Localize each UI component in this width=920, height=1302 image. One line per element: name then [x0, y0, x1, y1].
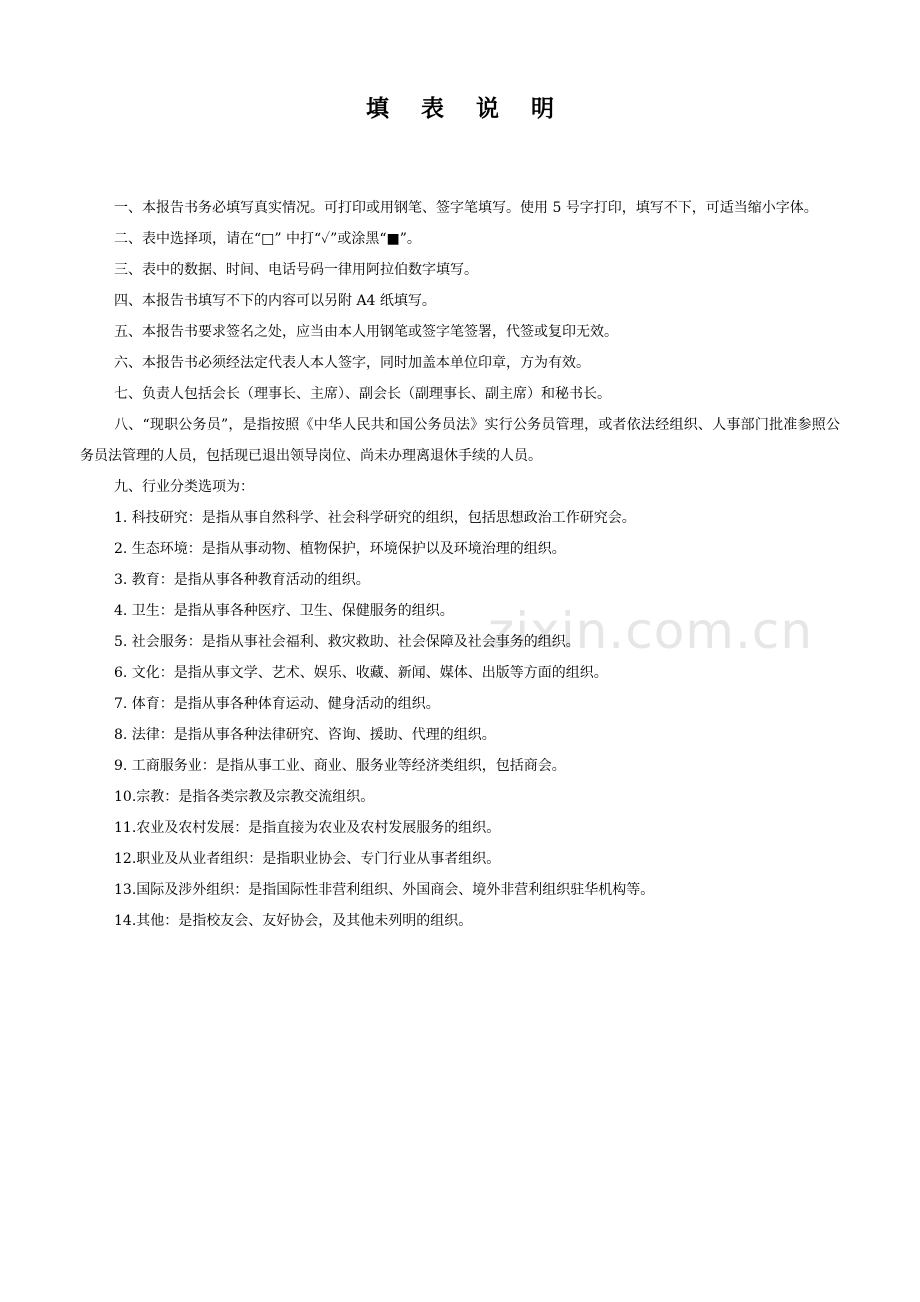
page-title: 填 表 说 明 — [365, 96, 567, 122]
industry-item-7: 7. 体育：是指从事各种体育运动、健身活动的组织。 — [114, 696, 440, 712]
industry-item-9: 9. 工商服务业：是指从事工业、商业、服务业等经济类组织，包括商会。 — [114, 758, 566, 774]
instruction-paragraph-9: 九、行业分类选项为： — [114, 479, 254, 495]
industry-item-1: 1. 科技研究：是指从事自然科学、社会科学研究的组织，包括思想政治工作研究会。 — [114, 510, 636, 526]
instructions-body — [80, 193, 840, 937]
industry-item-12: 12.职业及从业者组织：是指职业协会、专门行业从事者组织。 — [114, 851, 501, 867]
industry-item-8: 8. 法律：是指从事各种法律研究、咨询、援助、代理的组织。 — [114, 727, 496, 743]
industry-item-5: 5. 社会服务：是指从事社会福利、救灾救助、社会保障及社会事务的组织。 — [114, 634, 580, 650]
instruction-paragraph-4: 四、本报告书填写不下的内容可以另附 A4 纸填写。 — [114, 293, 436, 309]
industry-item-10: 10.宗教：是指各类宗教及宗教交流组织。 — [114, 789, 375, 805]
watermark: zixin.com.cn — [488, 602, 814, 660]
instruction-paragraph-3: 三、表中的数据、时间、电话号码一律用阿拉伯数字填写。 — [114, 262, 478, 278]
instruction-paragraph-8: 八、“现职公务员”，是指按照《中华人民共和国公务员法》实行公务员管理，或者依法经组织、人事部门批准参照公务员法管理的人员，包括现已退出领导岗位、尚未办理离退休手续的人员。 — [80, 417, 840, 464]
industry-item-3: 3. 教育：是指从事各种教育活动的组织。 — [114, 572, 370, 588]
instruction-paragraph-7: 七、负责人包括会长（理事长、主席）、副会长（副理事长、副主席）和秘书长。 — [114, 386, 611, 402]
industry-item-13: 13.国际及涉外组织：是指国际性非营利组织、外国商会、境外非营利组织驻华机构等。 — [114, 882, 655, 898]
industry-item-2: 2. 生态环境：是指从事动物、植物保护，环境保护以及环境治理的组织。 — [114, 541, 566, 557]
instruction-paragraph-2: 二、表中选择项，请在“□” 中打“✓”或涂黑“■”。 — [114, 231, 421, 247]
instruction-paragraph-1: 一、本报告书务必填写真实情况。可打印或用钢笔、签字笔填写。使用 5 号字打印，填写不下，可适当缩小字体。 — [114, 200, 818, 216]
industry-item-11: 11.农业及农村发展：是指直接为农业及农村发展服务的组织。 — [114, 820, 501, 836]
industry-item-14: 14.其他：是指校友会、友好协会，及其他未列明的组织。 — [114, 913, 473, 929]
instruction-paragraph-5: 五、本报告书要求签名之处，应当由本人用钢笔或签字笔签署，代签或复印无效。 — [114, 324, 618, 340]
industry-item-6: 6. 文化：是指从事文学、艺术、娱乐、收藏、新闻、媒体、出版等方面的组织。 — [114, 665, 608, 681]
industry-item-4: 4. 卫生：是指从事各种医疗、卫生、保健服务的组织。 — [114, 603, 454, 619]
instruction-paragraph-6: 六、本报告书必须经法定代表人本人签字，同时加盖本单位印章，方为有效。 — [114, 355, 590, 371]
